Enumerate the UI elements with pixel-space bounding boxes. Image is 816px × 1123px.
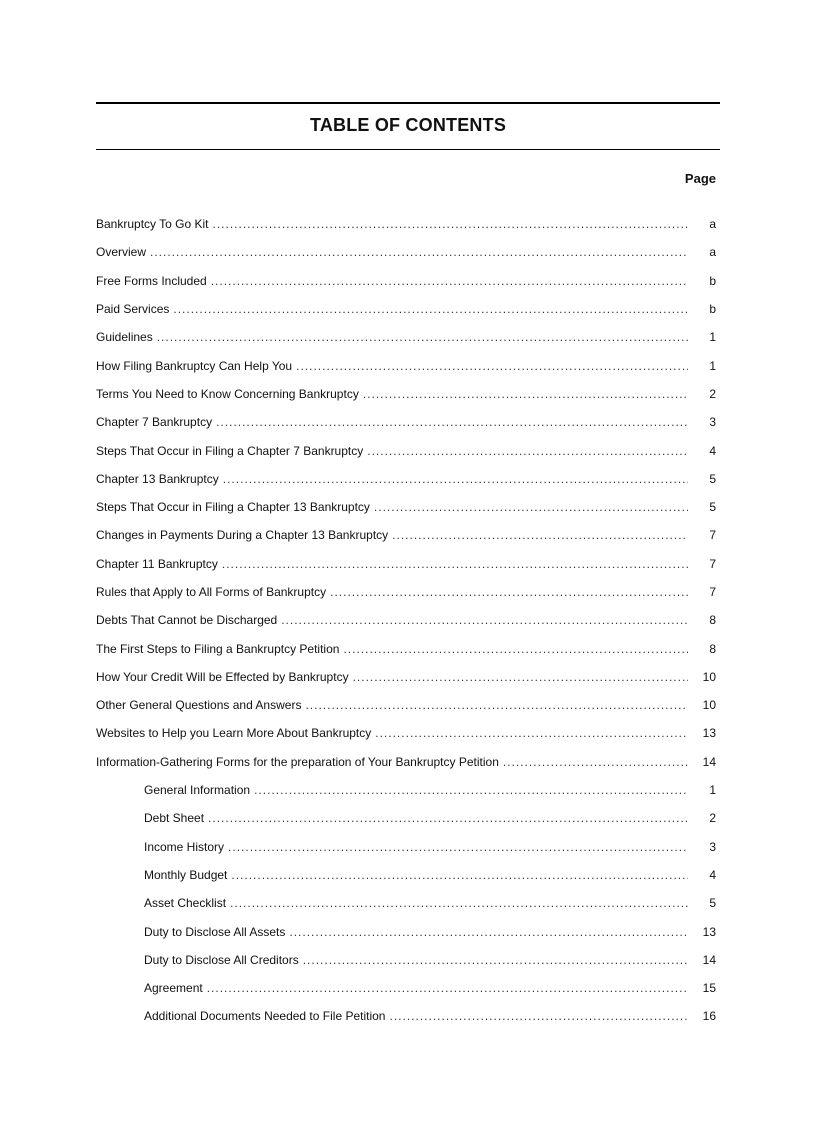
dot-leader: [375, 726, 688, 740]
toc-entry[interactable]: [96, 719, 720, 747]
dot-leader: [231, 868, 688, 882]
toc-entry-page: 4: [709, 867, 716, 882]
toc-entry-label: Chapter 7 Bankruptcy: [96, 415, 213, 430]
dot-leader: [353, 670, 688, 684]
toc-entry-page: 2: [709, 386, 716, 401]
toc-entry-page: 1: [709, 783, 716, 798]
toc-entry-label: How Your Credit Will be Effected by Bankruptcy: [96, 669, 349, 684]
toc-entry[interactable]: [96, 1002, 720, 1030]
dot-leader: [207, 981, 688, 995]
dot-leader: [230, 896, 688, 910]
toc-entry-label: Terms You Need to Know Concerning Bankruptcy: [96, 386, 359, 401]
dot-leader: [392, 528, 688, 542]
dot-leader: [254, 783, 688, 797]
toc-entry-page: a: [709, 217, 716, 232]
toc-entry-page: 5: [709, 500, 716, 515]
toc-entry-label: Free Forms Included: [96, 273, 207, 288]
toc-entry-label: Steps That Occur in Filing a Chapter 7 Bankruptcy: [96, 443, 364, 458]
toc-entry-page: 7: [709, 585, 716, 599]
toc-entry-label: Debts That Cannot be Discharged: [96, 613, 278, 628]
toc-entry[interactable]: [96, 295, 720, 323]
toc-list: [96, 210, 720, 1031]
toc-entry[interactable]: [96, 776, 720, 804]
toc-entry-page: b: [709, 302, 716, 317]
toc-entry-page: 3: [709, 415, 716, 430]
dot-leader: [211, 274, 688, 288]
toc-entry[interactable]: [96, 946, 720, 974]
toc-entry-label: Chapter 13 Bankruptcy: [96, 471, 219, 486]
toc-entry[interactable]: [96, 663, 720, 691]
toc-entry-page: 5: [709, 896, 716, 911]
toc-entry-page: 10: [702, 698, 716, 713]
toc-entry-page: 1: [709, 358, 716, 373]
toc-entry-page: 14: [702, 952, 716, 967]
toc-entry-label: Chapter 11 Bankruptcy: [96, 556, 218, 571]
toc-entry[interactable]: [96, 578, 720, 606]
toc-entry-label: Monthly Budget: [144, 867, 228, 882]
dot-leader: [296, 359, 688, 373]
page-title: TABLE OF CONTENTS: [309, 115, 507, 135]
toc-entry[interactable]: [96, 889, 720, 917]
toc-entry[interactable]: [96, 691, 720, 719]
toc-entry-label: Additional Documents Needed to File Petition: [144, 1009, 386, 1024]
dot-leader: [289, 925, 688, 939]
toc-entry-label: Rules that Apply to All Forms of Bankruptcy: [96, 585, 327, 599]
toc-entry-page: 10: [702, 669, 716, 684]
toc-entry[interactable]: [96, 465, 720, 493]
dot-leader: [303, 953, 688, 967]
toc-entry-page: 8: [709, 641, 716, 656]
dot-leader: [216, 415, 688, 429]
dot-leader: [213, 217, 689, 231]
page-column-label: Page: [684, 171, 716, 186]
toc-entry[interactable]: [96, 606, 720, 634]
toc-entry-page: 3: [709, 839, 716, 854]
toc-entry-label: Other General Questions and Answers: [96, 698, 302, 713]
dot-leader: [150, 245, 688, 259]
toc-entry-page: 5: [709, 471, 716, 486]
toc-entry[interactable]: [96, 238, 720, 266]
toc-entry-label: Steps That Occur in Filing a Chapter 13 Bankruptcy: [96, 500, 370, 515]
toc-entry[interactable]: [96, 748, 720, 776]
toc-entry-label: General Information: [144, 783, 251, 798]
toc-entry[interactable]: [96, 436, 720, 464]
toc-entry-label: Paid Services: [96, 302, 170, 317]
toc-entry-label: The First Steps to Filing a Bankruptcy Petition: [96, 641, 340, 656]
dot-leader: [389, 1009, 688, 1023]
toc-entry[interactable]: [96, 408, 720, 436]
toc-entry-label: How Filing Bankruptcy Can Help You: [96, 358, 293, 373]
dot-leader: [208, 811, 688, 825]
toc-entry[interactable]: [96, 380, 720, 408]
dot-leader: [330, 585, 688, 599]
toc-entry[interactable]: [96, 974, 720, 1002]
toc-entry[interactable]: [96, 493, 720, 521]
toc-entry-page: 8: [709, 613, 716, 628]
toc-entry[interactable]: [96, 210, 720, 238]
toc-entry[interactable]: [96, 351, 720, 379]
dot-leader: [374, 500, 688, 514]
toc-entry-page: 4: [709, 443, 716, 458]
dot-leader: [173, 302, 688, 316]
toc-entry-page: 2: [709, 811, 716, 826]
toc-entry-label: Income History: [144, 839, 225, 854]
toc-entry[interactable]: [96, 323, 720, 351]
dot-leader: [222, 557, 688, 571]
toc-entry-page: 1: [709, 330, 716, 345]
dot-leader: [363, 387, 688, 401]
toc-entry[interactable]: [96, 521, 720, 549]
toc-entry-label: Information-Gathering Forms for the preparation of Your Bankruptcy Petition: [96, 754, 499, 769]
toc-entry-page: 13: [702, 924, 716, 939]
dot-leader: [343, 642, 688, 656]
dot-leader: [367, 444, 688, 458]
toc-entry[interactable]: [96, 833, 720, 861]
top-rule: [96, 102, 720, 104]
toc-entry[interactable]: [96, 917, 720, 945]
toc-entry-label: Duty to Disclose All Creditors: [144, 952, 299, 967]
toc-entry-label: Overview: [96, 245, 147, 260]
toc-entry-label: Websites to Help you Learn More About Bankruptcy: [96, 726, 372, 741]
toc-entry-page: 15: [702, 981, 716, 996]
toc-entry-page: a: [709, 245, 716, 260]
toc-entry-page: 14: [702, 754, 716, 769]
dot-leader: [223, 472, 688, 486]
dot-leader: [157, 330, 688, 344]
toc-entry[interactable]: [96, 634, 720, 662]
toc-entry-page: 13: [702, 726, 716, 741]
dot-leader: [281, 613, 688, 627]
toc-entry-label: Debt Sheet: [144, 811, 205, 826]
toc-entry[interactable]: [96, 804, 720, 832]
toc-entry[interactable]: [96, 550, 720, 578]
toc-entry-page: 7: [709, 556, 716, 571]
toc-entry[interactable]: [96, 861, 720, 889]
toc-entry-label: Changes in Payments During a Chapter 13 Bankruptcy: [96, 528, 389, 543]
toc-entry-label: Guidelines: [96, 330, 153, 345]
toc-entry-page: b: [709, 273, 716, 288]
toc-entry-label: Bankruptcy To Go Kit: [96, 217, 209, 232]
toc-entry-page: 16: [702, 1009, 716, 1024]
dot-leader: [503, 755, 688, 769]
toc-entry[interactable]: [96, 267, 720, 295]
dot-leader: [305, 698, 688, 712]
title-rule: [96, 149, 720, 150]
toc-entry-label: Asset Checklist: [144, 896, 227, 911]
toc-entry-label: Agreement: [144, 981, 203, 996]
dot-leader: [228, 840, 688, 854]
toc-entry-page: 7: [709, 528, 716, 543]
toc-entry-label: Duty to Disclose All Assets: [144, 924, 286, 939]
